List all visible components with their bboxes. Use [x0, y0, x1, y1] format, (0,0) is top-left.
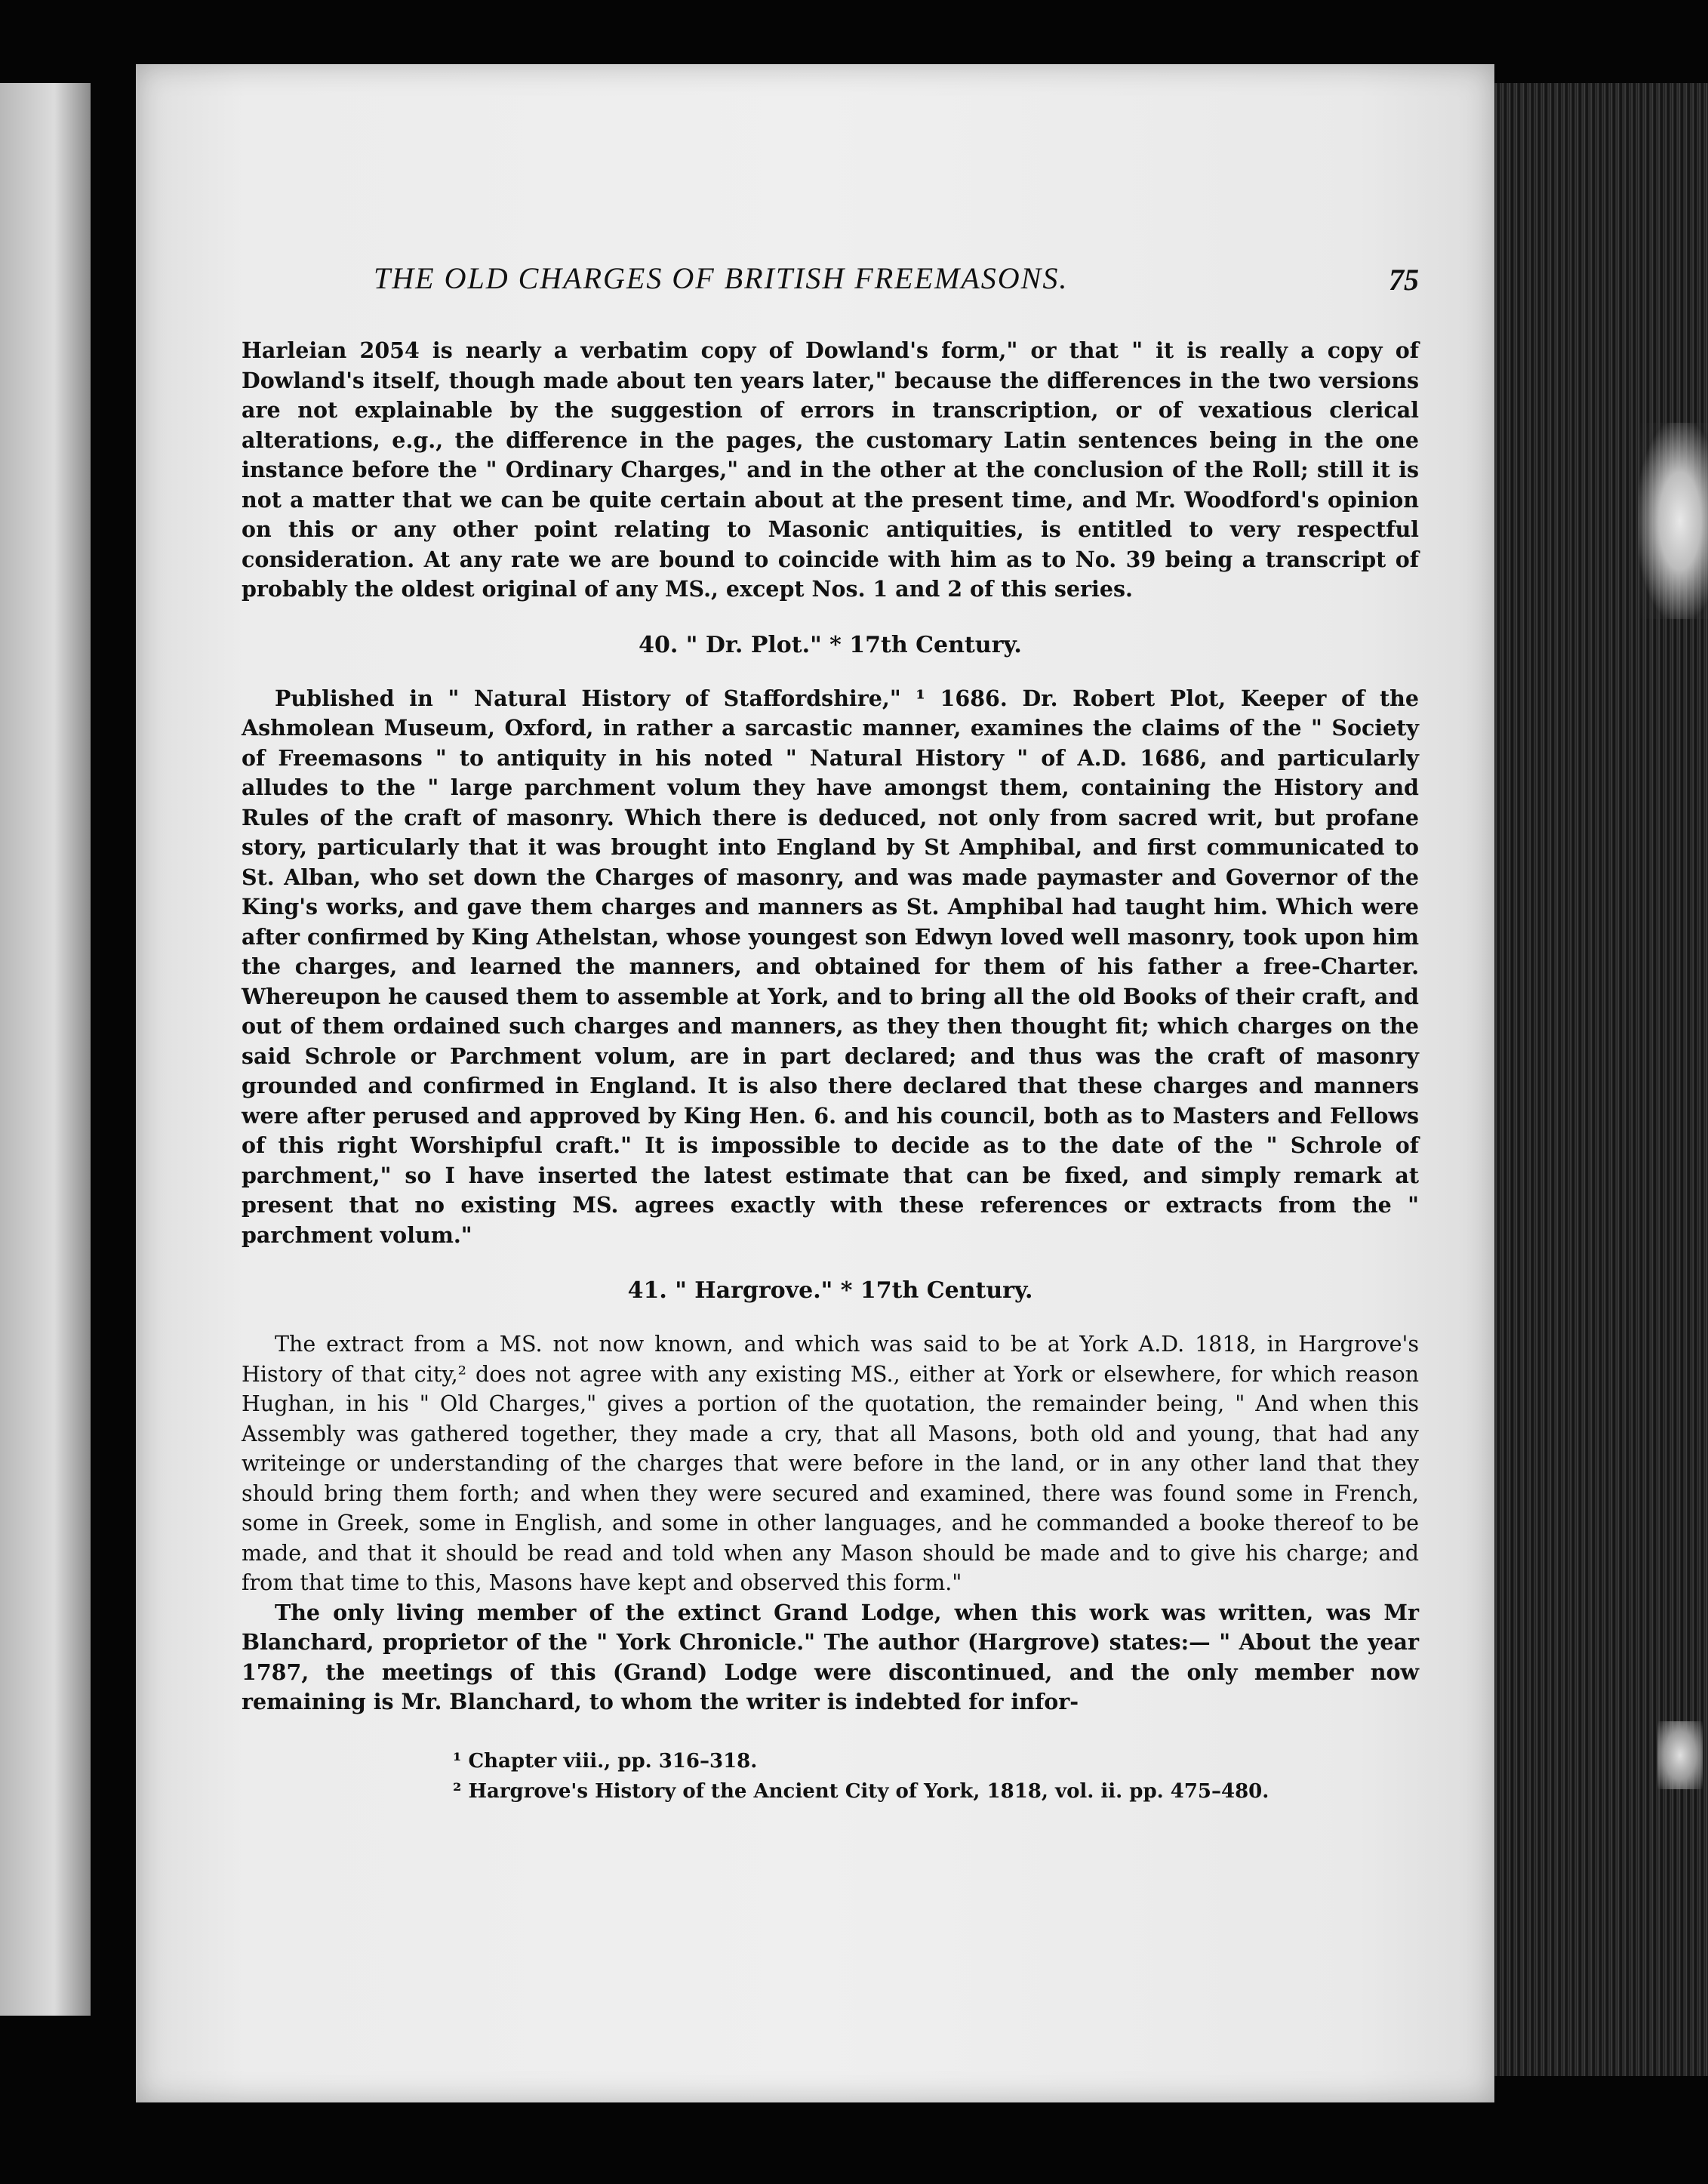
running-title: THE OLD CHARGES OF BRITISH FREEMASONS. — [374, 261, 1069, 295]
section-heading-41: 41. " Hargrove." * 17th Century. — [627, 1277, 1033, 1304]
paragraph-blanchard: The only living member of the extinct Grand Lodge, when this work was written, was Mr Blanchard, proprietor of the " York Chronicle." The author (Hargrove) states:— " About the year 1787, the meetings of this (Grand) Lodge were discontinued, and the only member now remaining is Mr. Blanchard, to whom the writer is indebted for infor- — [242, 1599, 1419, 1714]
footnotes — [242, 1746, 1419, 1807]
paragraph-hargrove: The extract from a MS. not now known, and which was said to be at York A.D. 1818, in Hargrove's History of that city,² does not agree with any existing MS., either at York or elsewhere, for which reason Hughan, in his " Old Charges," gives a portion of the quotation, the remainder being, " And when this Assembly was gathered together, they made a cry, that all Masons, both old and young, that had any writeinge or understanding of the charges that were before in the land, or in any other land that they should bring them forth; and when they were secured and examined, there was found some in French, some in Greek, some in English, and some in other languages, and he commanded a booke thereof to be made, and that it should be read and told when any Mason should be made and to give his charge; and from that time to this, Masons have kept and observed this form." — [242, 1332, 1419, 1595]
page-number: 75 — [1389, 263, 1419, 297]
footnote-2: ² Hargrove's History of the Ancient City of York, 1818, vol. ii. pp. 475–480. — [453, 1779, 1269, 1803]
paper-fringe — [1638, 423, 1708, 619]
footnote-1: ¹ Chapter viii., pp. 316–318. — [453, 1749, 758, 1773]
paragraph-harleian: Harleian 2054 is nearly a verbatim copy of Dowland's form," or that " it is really a copy of Dowland's itself, though made about ten years later," because the differences in the two versions are not explainable by the suggestion of errors in transcription, or of vexatious clerical alterations, e.g., the difference in the pages, the customary Latin sentences being in the one instance before the " Ordinary Charges," and in the other at the conclusion of the Roll; still it is not a matter that we can be quite certain about at the present time, and Mr. Woodford's opinion on this or any other point relating to Masonic antiquities, is entitled to very respectful consideration. At any rate we are bound to coincide with him as to No. 39 being a transcript of probably the oldest original of any MS., except Nos. 1 and 2 of this series. — [242, 337, 1419, 602]
paragraph-dr-plot: Published in " Natural History of Staffordshire," ¹ 1686. Dr. Robert Plot, Keeper of the Ashmolean Museum, Oxford, in rather a sarcastic manner, examines the claims of the " Society of Freemasons " to antiquity in his noted " Natural History " of A.D. 1686, and particularly alludes to the " large parchment volum they have amongst them, containing the History and Rules of the craft of masonry. Which there is deduced, not only from sacred writ, but profane story, particularly that it was brought into England by St Amphibal, and first communicated to St. Alban, who set down the Charges of masonry, and was made paymaster and Governor of the King's works, and gave them charges and manners as St. Amphibal had taught him. Which were after confirmed by King Athelstan, whose youngest son Edwyn loved well masonry, took upon him the charges, and learned the manners, and obtained for them of his father a free-Charter. Whereupon he caused them to assemble at York, and to bring all the old Books of their craft, and out of them ordained such charges and manners, as they then thought fit; which charges on the said Schrole or Parchment volum, are in part declared; and thus was the craft of masonry grounded and confirmed in England. It is also there declared that these charges and manners were after perused and approved by King Hen. 6. and his council, both as to Masters and Fellows of this right Worshipful craft." It is impossible to decide as to the date of the " Schrole of parchment," so I have inserted the latest estimate that can be fixed, and simply remark at present that no existing MS. agrees exactly with these references or extracts from the " parchment volum." — [242, 685, 1419, 1248]
book-page — [136, 64, 1494, 2102]
facing-page-edge — [0, 83, 91, 2016]
page-content — [242, 260, 1419, 1807]
running-head — [242, 260, 1419, 336]
paper-fringe — [1657, 1721, 1703, 1789]
section-heading-40: 40. " Dr. Plot." * 17th Century. — [639, 631, 1022, 658]
